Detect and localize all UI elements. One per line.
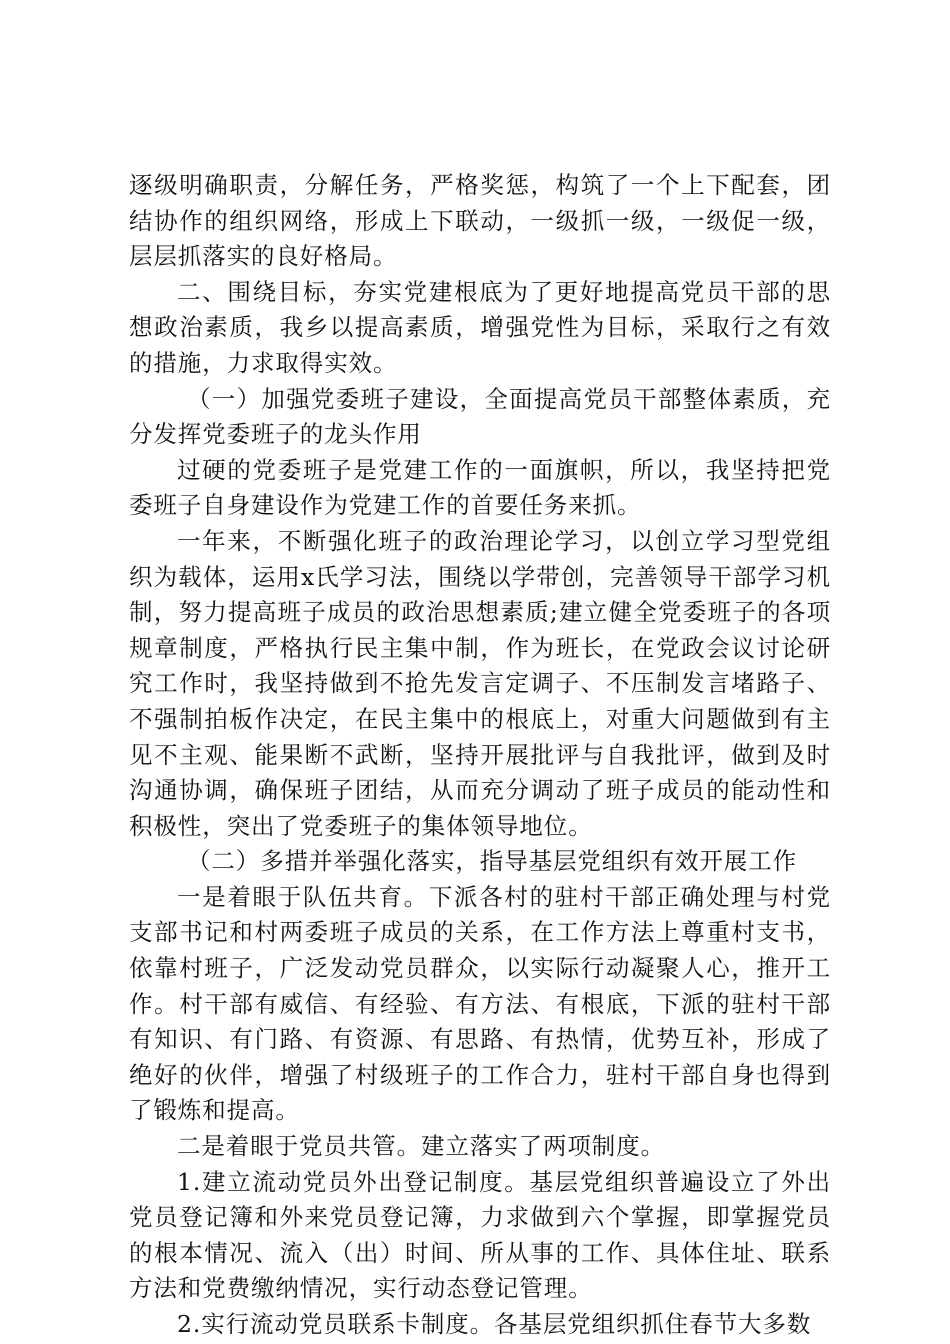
section-heading-goal: 二、围绕目标，夯实党建根底为了更好地提高党员干部的思想政治素质，我乡以提高素质，增强党性为目标，采取行之有效的措施，力求取得实效。 <box>129 277 831 377</box>
paragraph-member-management: 二是着眼于党员共管。建立落实了两项制度。 <box>177 1132 665 1161</box>
list-item-contact-card: 2.实行流动党员联系卡制度。各基层党组织抓住春节大多数 <box>177 1310 812 1338</box>
document-page <box>129 168 831 1343</box>
paragraph-study: 一年来，不断强化班子的政治理论学习，以创立学习型党组织为载体，运用x氏学习法，围绕以学带创，完善领导干部学习机制，努力提高班子成员的政治思想素质;建立健全党委班子的各项规章制度，严格执行民主集中制，作为班长，在党政会议讨论研究工作时，我坚持做到不抢先发言定调子、不压制发言堵路子、不强制拍板作决定，在民主集中的根底上，对重大问题做到有主见不主观、能果断不武断，坚持开展批评与自我批评，做到及时沟通协调，确保班子团结，从而充分调动了班子成员的能动性和积极性，突出了党委班子的集体领导地位。 <box>129 526 831 840</box>
paragraph-party-committee: 过硬的党委班子是党建工作的一面旗帜，所以，我坚持把党委班子自身建设作为党建工作的首要任务来抓。 <box>129 455 831 520</box>
paragraph-responsibility-network: 逐级明确职责，分解任务，严格奖惩，构筑了一个上下配套，团结协作的组织网络，形成上下联动，一级抓一级，一级促一级，层层抓落实的良好格局。 <box>129 171 831 271</box>
subsection-heading-two: （二）多措并举强化落实，指导基层党组织有效开展工作 <box>187 847 797 876</box>
paragraph-team-cultivation: 一是着眼于队伍共育。下派各村的驻村干部正确处理与村党支部书记和村两委班子成员的关系，在工作方法上尊重村支书，依靠村班子，广泛发动党员群众，以实际行动凝聚人心，推开工作。村干部有威信、有经验、有方法、有根底，下派的驻村干部有知识、有门路、有资源、有思路、有热情，优势互补，形成了绝好的伙伴，增强了村级班子的工作合力，驻村干部自身也得到了锻炼和提高。 <box>129 882 831 1125</box>
subsection-heading-one: （一）加强党委班子建设，全面提高党员干部整体素质，充分发挥党委班子的龙头作用 <box>129 384 831 449</box>
list-item-registration: 1.建立流动党员外出登记制度。基层党组织普遍设立了外出党员登记簿和外来党员登记簿，力求做到六个掌握，即掌握党员的根本情况、流入（出）时间、所从事的工作、具体住址、联系方法和党费缴纳情况，实行动态登记管理。 <box>129 1167 831 1303</box>
